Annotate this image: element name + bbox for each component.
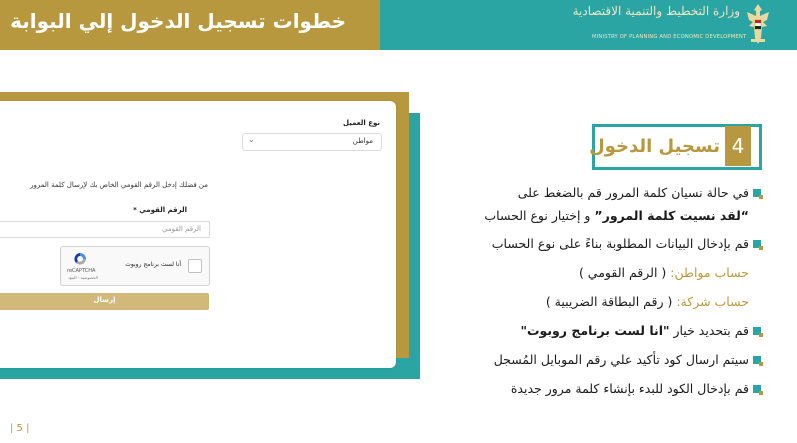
- recaptcha-brand: reCAPTCHA: [67, 268, 96, 274]
- national-id-placeholder: الرقم القومي: [162, 225, 201, 233]
- recaptcha-widget: [60, 246, 210, 286]
- step-number-box: [725, 126, 751, 166]
- national-id-label: الرقم القومي *: [133, 206, 187, 214]
- recaptcha-terms[interactable]: الخصوصية - البنود: [68, 275, 98, 280]
- recaptcha-checkbox[interactable]: [188, 259, 202, 273]
- instruction-citizen-account: [579, 265, 749, 280]
- submit-button[interactable]: [0, 293, 209, 310]
- ministry-name-arabic: وزارة التخطيط والتنمية الاقتصادية: [572, 4, 740, 18]
- instruction-enter-data: قم بإدخال البيانات المطلوبة بناءً على نوع الحساب: [491, 236, 749, 251]
- company-account-value: ( رقم البطاقة الضريبية ): [545, 294, 673, 309]
- bullet-icon: [753, 356, 761, 364]
- citizen-account-label: حساب مواطن:: [670, 265, 749, 280]
- step-number: 4: [731, 134, 745, 158]
- submit-button-label: إرسال: [93, 296, 116, 304]
- bullet-icon: [753, 240, 761, 248]
- recaptcha-logo-icon: [72, 252, 88, 266]
- instruction-company-account: [546, 294, 749, 309]
- bullet-icon: [753, 385, 761, 393]
- robot-option: "انا لست برنامج روبوت": [520, 323, 670, 338]
- robot-prefix: قم بتحديد خيار: [673, 323, 749, 338]
- company-account-label: حساب شركة:: [676, 294, 749, 309]
- chevron-down-icon: ⌄: [248, 135, 255, 144]
- customer-type-select[interactable]: [242, 133, 382, 151]
- ministry-name-english: MINISTRY OF PLANNING AND ECONOMIC DEVELOPMENT: [592, 34, 747, 40]
- instruction-robot: [520, 323, 749, 338]
- instruction-forgot-line1: في حالة نسيان كلمة المرور قم بالضغط على: [517, 185, 749, 200]
- instruction-enter-code: قم بإدخال الكود للبدء بإنشاء كلمة مرور جديدة: [510, 381, 749, 396]
- national-id-input[interactable]: [0, 221, 210, 238]
- header-bar: [0, 0, 797, 50]
- login-form-screenshot: [0, 101, 396, 368]
- form-instruction: من فضلك إدخل الرقم القومي الخاص بك لإرسال كلمة المرور: [30, 181, 208, 189]
- forgot-password-link-text: “لقد نسيت كلمة المرور”: [594, 208, 749, 223]
- instruction-forgot-line2: [484, 208, 749, 223]
- egypt-eagle-emblem-icon: [743, 2, 773, 46]
- bullet-icon: [753, 327, 761, 335]
- customer-type-label: نوع العميل: [342, 119, 380, 127]
- instruction-code-sent: سيتم ارسال كود تأكيد علي رقم الموبايل المُسجل: [493, 352, 749, 367]
- page-title: خطوات تسجيل الدخول إلي البوابة: [10, 9, 346, 33]
- citizen-account-value: ( الرقم القومي ): [578, 265, 667, 280]
- bullet-icon: [753, 189, 761, 197]
- step-title: تسجيل الدخول: [589, 136, 720, 157]
- choose-account-type-text: و إختيار نوع الحساب: [484, 208, 591, 223]
- header-title-box: [0, 0, 380, 50]
- recaptcha-label: أنا لست برنامج روبوت: [125, 261, 181, 268]
- customer-type-value: مواطن: [352, 137, 373, 145]
- page-number: | 5 |: [10, 423, 30, 434]
